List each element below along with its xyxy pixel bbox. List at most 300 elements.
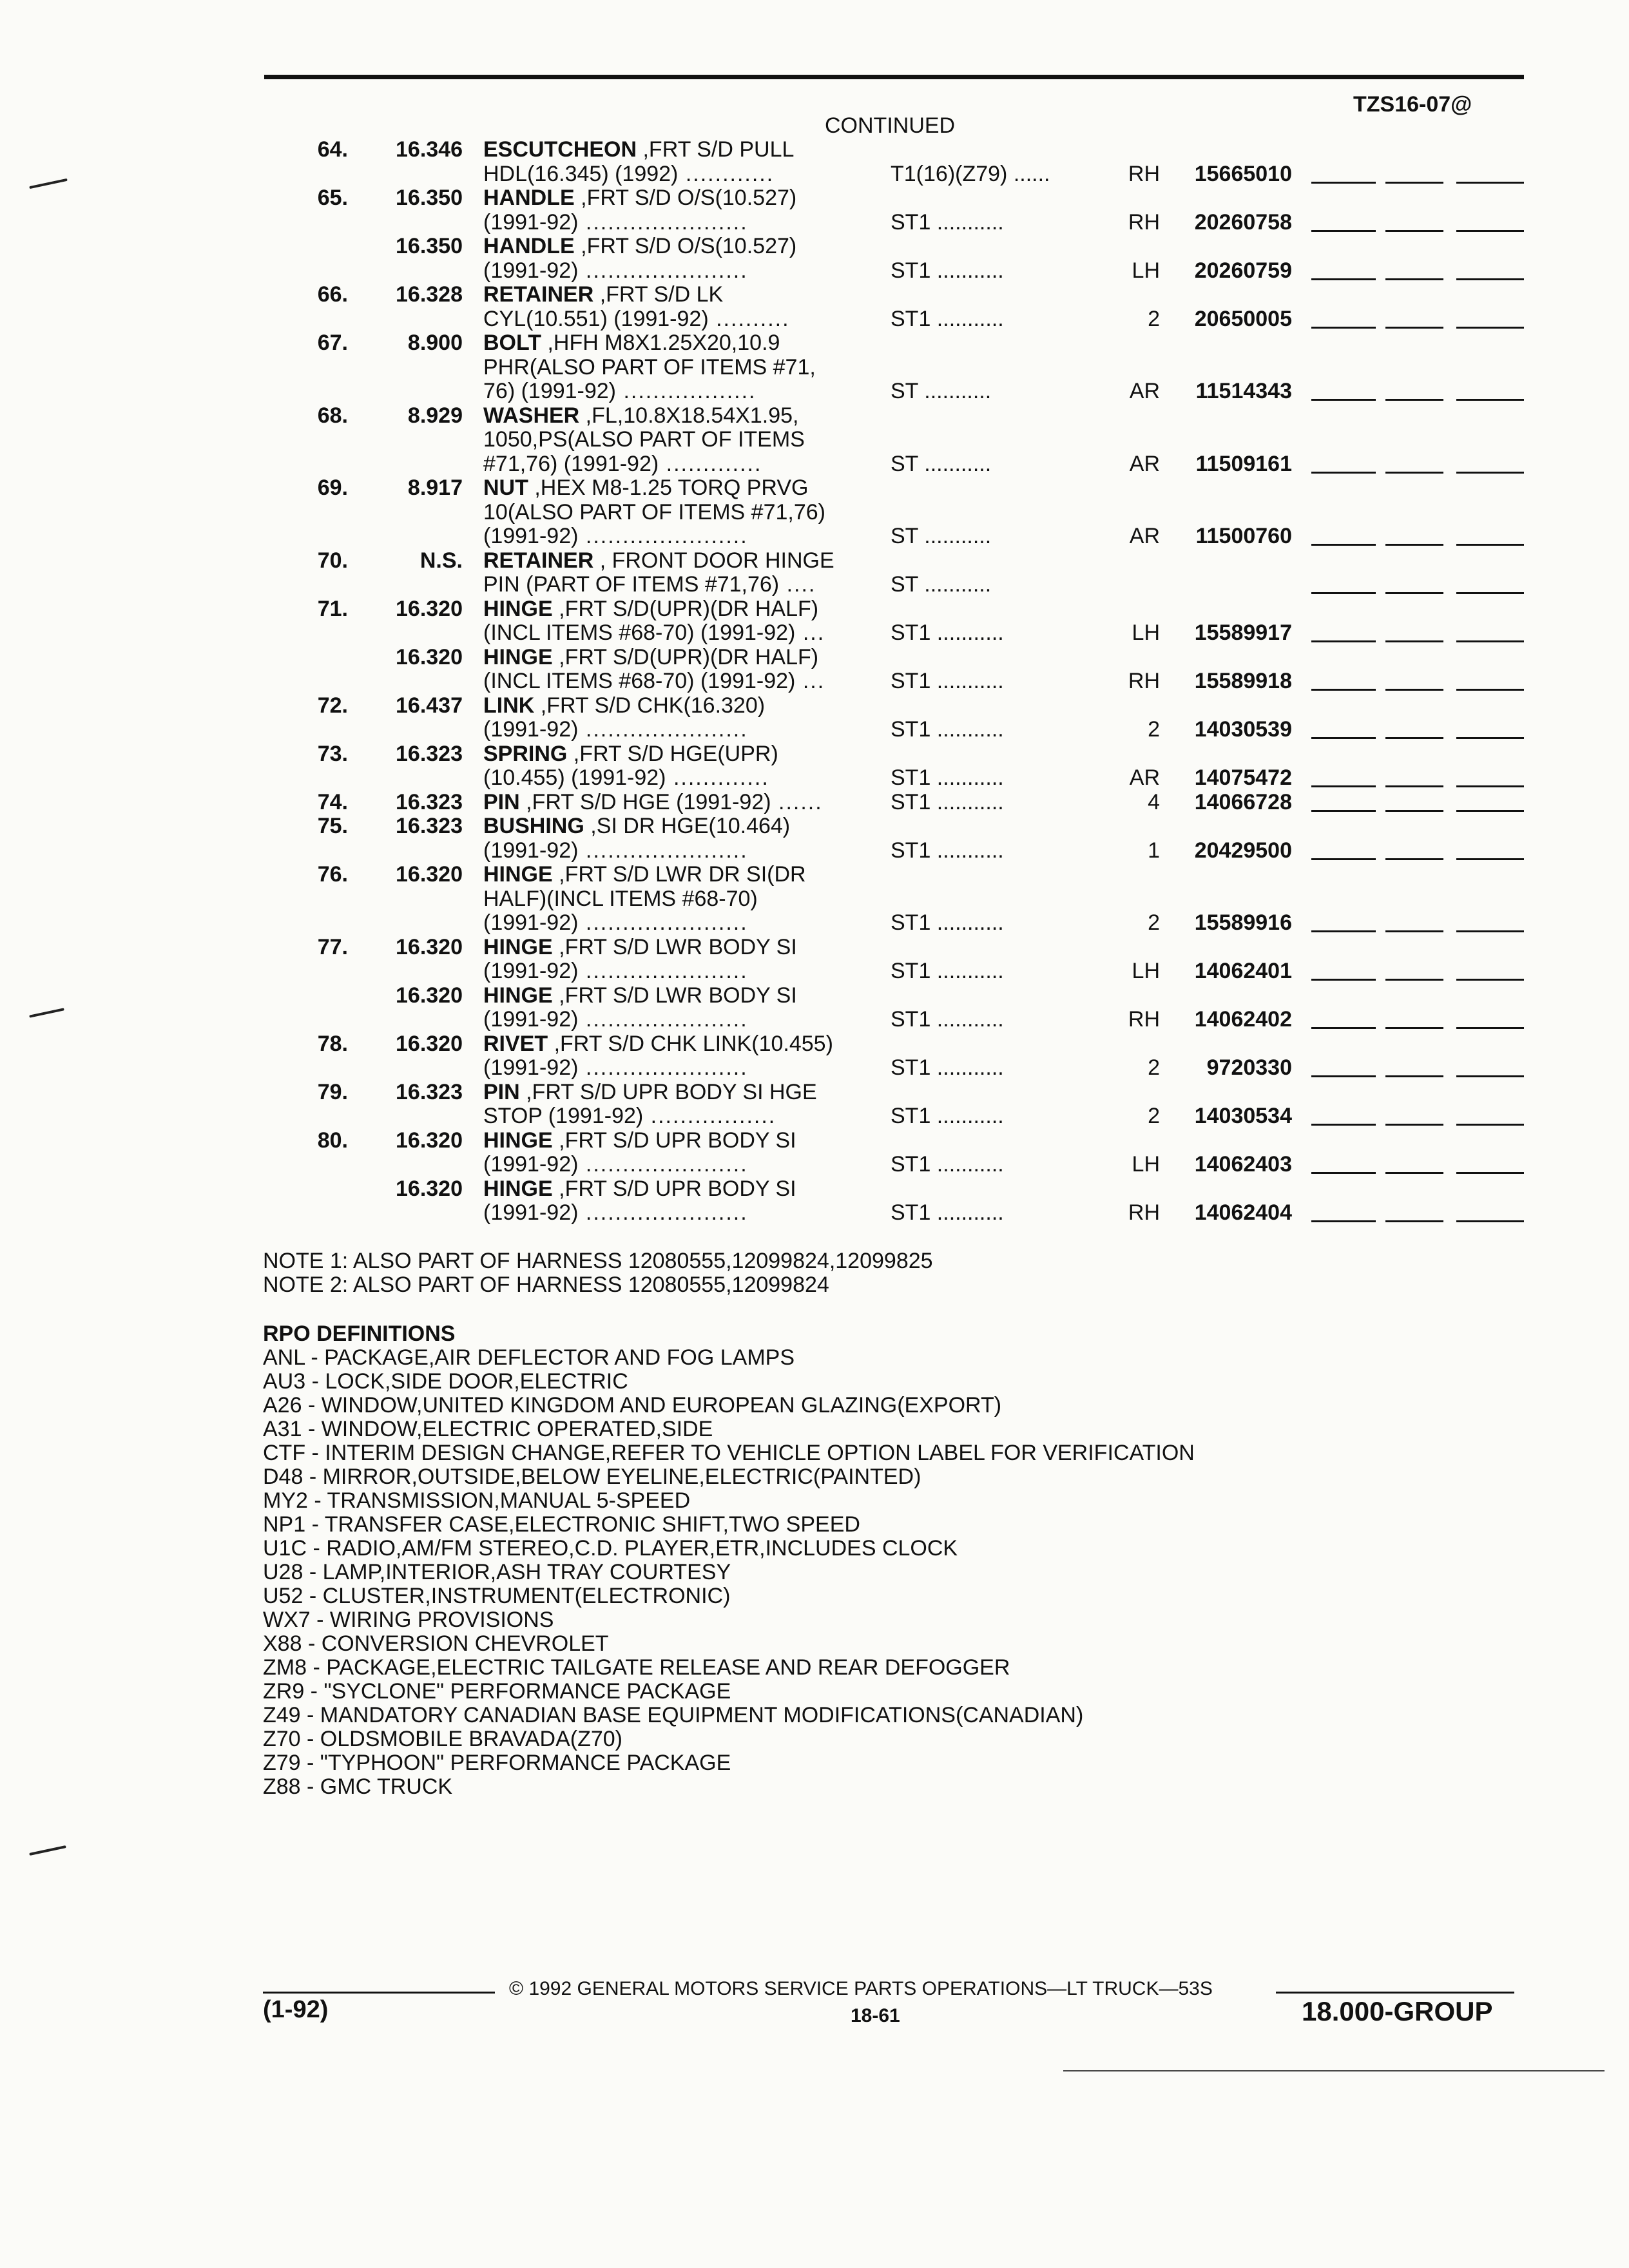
blank-line (1311, 930, 1376, 932)
part-number: 20260759 (1194, 258, 1292, 283)
blank-line (1311, 472, 1376, 474)
blank-line (1456, 640, 1524, 642)
notes-section (263, 1249, 933, 1297)
part-number: 15589916 (1194, 910, 1292, 935)
quantity: 2 (1148, 1104, 1160, 1128)
footer-group: 18.000-GROUP (1302, 1996, 1493, 2026)
part-name: WASHER (483, 403, 580, 428)
rpo-item: WX7 - WIRING PROVISIONS (263, 1608, 554, 1632)
fill-in-blanks (1311, 979, 1524, 981)
parts-row (0, 235, 1629, 259)
part-description (483, 766, 769, 790)
blank-line (1311, 544, 1376, 546)
footer-date: (1-92) (263, 1996, 329, 2023)
rpo-item: Z70 - OLDSMOBILE BRAVADA(Z70) (263, 1727, 622, 1751)
blank-line (1385, 930, 1443, 932)
parts-row (0, 1201, 1629, 1225)
dot-leader: ............ (678, 161, 775, 186)
rpo-item: ANL - PACKAGE,AIR DEFLECTOR AND FOG LAMPS (263, 1345, 795, 1370)
blank-line (1456, 930, 1524, 932)
part-description (483, 621, 825, 645)
fill-in-blanks (1311, 1220, 1524, 1222)
blank-line (1311, 689, 1376, 691)
blank-line (1385, 1027, 1443, 1029)
part-desc-text: ,FL,10.8X18.54X1.95, (579, 403, 799, 428)
fill-in-blanks (1311, 1124, 1524, 1126)
part-desc-text: ,FRT S/D CHK(16.320) (534, 693, 766, 718)
part-number: 14062402 (1194, 1007, 1292, 1032)
part-description (483, 162, 774, 186)
blank-line (1456, 858, 1524, 860)
blank-line (1385, 640, 1443, 642)
part-description (483, 428, 805, 452)
part-name: LINK (483, 693, 535, 718)
part-description (483, 669, 825, 693)
model-usage: ST1 ........... (891, 1007, 1004, 1032)
top-rule (264, 75, 1524, 79)
blank-line (1311, 640, 1376, 642)
part-desc-text: ,FRT S/D O/S(10.527) (574, 186, 797, 210)
parts-row (0, 549, 1629, 573)
part-name: SPRING (483, 741, 568, 766)
illustration-ref: 16.320 (396, 1031, 463, 1056)
part-desc-text: (INCL ITEMS #68-70) (1991-92) (483, 620, 796, 645)
parts-row (0, 428, 1629, 452)
dot-leader: ............. (666, 765, 769, 790)
part-number: 20429500 (1194, 838, 1292, 863)
quantity: RH (1128, 209, 1160, 235)
dot-leader: .................. (616, 379, 757, 403)
dot-leader: .......... (708, 306, 790, 331)
parts-row (0, 646, 1629, 670)
part-number: 11509161 (1195, 451, 1292, 476)
part-desc-text: 1050,PS(ALSO PART OF ITEMS (483, 427, 805, 452)
part-number: 14062401 (1194, 959, 1292, 983)
blank-line (1385, 472, 1443, 474)
blank-line (1385, 1220, 1443, 1222)
note-line: NOTE 2: ALSO PART OF HARNESS 12080555,12099824 (263, 1273, 829, 1297)
dot-leader: ...................... (578, 1055, 748, 1080)
part-number: 9720330 (1206, 1055, 1292, 1080)
fill-in-blanks (1311, 785, 1524, 787)
blank-line (1456, 592, 1524, 594)
blank-line (1385, 979, 1443, 981)
illustration-ref: 8.900 (407, 331, 463, 355)
quantity: LH (1132, 258, 1160, 283)
dot-leader: ...................... (578, 1007, 748, 1032)
part-desc-text: (1991-92) (483, 1007, 579, 1032)
parts-row (0, 138, 1629, 162)
part-description (483, 186, 796, 210)
item-number: 70. (317, 548, 348, 573)
part-desc-text: (1991-92) (483, 209, 579, 235)
dot-leader: ... (795, 669, 825, 693)
part-number: 14075472 (1194, 765, 1292, 790)
part-description (483, 138, 794, 162)
part-desc-text: ,FRT S/D(UPR)(DR HALF) (552, 644, 819, 669)
fill-in-blanks (1311, 858, 1524, 860)
fill-in-blanks (1311, 399, 1524, 401)
part-description (483, 452, 762, 476)
fill-in-blanks (1311, 230, 1524, 232)
part-desc-text: ,FRT S/D HGE(UPR) (567, 741, 778, 766)
parts-row (0, 162, 1629, 187)
blank-line (1456, 785, 1524, 787)
item-number: 77. (317, 934, 348, 959)
quantity: RH (1128, 1007, 1160, 1032)
part-description (483, 573, 816, 597)
model-usage: ST1 ........... (891, 1104, 1004, 1128)
illustration-ref: 16.320 (396, 934, 463, 959)
blank-line (1456, 1124, 1524, 1126)
parts-row (0, 766, 1629, 791)
dot-leader: ...... (771, 789, 823, 814)
part-desc-text: (1991-92) (483, 717, 579, 742)
rpo-definitions (263, 1322, 1195, 1799)
model-usage: ST1 ........... (891, 1055, 1004, 1080)
illustration-ref: 16.320 (396, 862, 463, 887)
fill-in-blanks (1311, 1075, 1524, 1077)
parts-row (0, 380, 1629, 404)
quantity: AR (1129, 524, 1160, 548)
rpo-list (263, 1346, 1195, 1799)
rpo-item: MY2 - TRANSMISSION,MANUAL 5-SPEED (263, 1488, 691, 1513)
illustration-ref: 16.320 (396, 644, 463, 669)
blank-line (1456, 810, 1524, 812)
part-description (483, 718, 748, 742)
blank-line (1456, 1220, 1524, 1222)
part-description (483, 959, 748, 983)
part-description (483, 863, 806, 887)
quantity: LH (1132, 620, 1160, 645)
part-name: HINGE (483, 983, 553, 1008)
part-name: HINGE (483, 1176, 553, 1201)
model-usage: ST ........... (891, 451, 992, 476)
part-number: 14030539 (1194, 717, 1292, 742)
blank-line (1456, 544, 1524, 546)
part-number: 14062403 (1194, 1152, 1292, 1177)
fill-in-blanks (1311, 930, 1524, 932)
quantity: RH (1128, 161, 1160, 186)
item-number: 72. (317, 693, 348, 718)
part-number: 14062404 (1194, 1200, 1292, 1225)
part-desc-text: (1991-92) (483, 258, 579, 283)
blank-line (1456, 979, 1524, 981)
part-desc-text: 10(ALSO PART OF ITEMS #71,76) (483, 499, 825, 524)
model-usage: ST1 ........... (891, 306, 1004, 331)
part-number: 20650005 (1194, 306, 1292, 331)
parts-row (0, 863, 1629, 887)
part-name: PIN (483, 1079, 520, 1104)
part-desc-text: (1991-92) (483, 838, 579, 863)
rpo-item: NP1 - TRANSFER CASE,ELECTRONIC SHIFT,TWO SPEED (263, 1512, 860, 1537)
fill-in-blanks (1311, 689, 1524, 691)
part-description (483, 524, 748, 548)
part-name: BOLT (483, 331, 542, 355)
illustration-ref: 16.323 (396, 789, 463, 814)
part-desc-text: 76) (1991-92) (483, 379, 617, 403)
blank-line (1311, 1124, 1376, 1126)
part-description (483, 646, 818, 669)
parts-list (0, 138, 1629, 1225)
rpo-item: Z88 - GMC TRUCK (263, 1774, 453, 1799)
quantity: 1 (1148, 838, 1160, 863)
model-usage: ST1 ........... (891, 1200, 1004, 1225)
blank-line (1385, 810, 1443, 812)
dot-leader: ...................... (578, 959, 748, 983)
illustration-ref: 16.320 (396, 596, 463, 621)
blank-line (1385, 182, 1443, 184)
part-description (483, 283, 723, 307)
part-description (483, 839, 748, 863)
illustration-ref: 8.929 (407, 403, 463, 428)
blank-line (1456, 1075, 1524, 1077)
rpo-item: U52 - CLUSTER,INSTRUMENT(ELECTRONIC) (263, 1584, 731, 1608)
note-line: NOTE 1: ALSO PART OF HARNESS 12080555,12099824,12099825 (263, 1249, 933, 1273)
quantity: LH (1132, 1152, 1160, 1177)
blank-line (1456, 230, 1524, 232)
blank-line (1385, 544, 1443, 546)
illustration-ref: 16.350 (396, 186, 463, 210)
item-number: 69. (317, 476, 348, 500)
model-usage: ST1 ........... (891, 209, 1004, 235)
part-description (483, 1129, 796, 1153)
blank-line (1456, 278, 1524, 280)
blank-line (1456, 182, 1524, 184)
rpo-item: D48 - MIRROR,OUTSIDE,BELOW EYELINE,ELECTRIC(PAINTED) (263, 1465, 921, 1489)
blank-line (1385, 327, 1443, 329)
part-desc-text: ,FRT S/D CHK LINK(10.455) (548, 1031, 833, 1056)
item-number: 76. (317, 862, 348, 887)
parts-row (0, 694, 1629, 718)
blank-line (1385, 230, 1443, 232)
part-name: HINGE (483, 1128, 553, 1153)
dot-leader: .... (779, 572, 816, 597)
parts-row (0, 814, 1629, 839)
part-description (483, 984, 797, 1008)
dot-leader: ...................... (578, 717, 748, 742)
rpo-item: Z49 - MANDATORY CANADIAN BASE EQUIPMENT MODIFICATIONS(CANADIAN) (263, 1703, 1084, 1727)
rpo-item: A26 - WINDOW,UNITED KINGDOM AND EUROPEAN GLAZING(EXPORT) (263, 1393, 1002, 1418)
part-desc-text: ,FRT S/D LWR DR SI(DR (552, 862, 806, 887)
blank-line (1456, 1172, 1524, 1174)
part-desc-text: (1991-92) (483, 1152, 579, 1177)
blank-line (1311, 1220, 1376, 1222)
part-desc-text: ,HEX M8-1.25 TORQ PRVG (528, 476, 809, 500)
blank-line (1385, 1124, 1443, 1126)
rpo-item: ZR9 - "SYCLONE" PERFORMANCE PACKAGE (263, 1679, 731, 1704)
parts-row (0, 621, 1629, 646)
illustration-ref: 16.350 (396, 234, 463, 258)
blank-line (1385, 689, 1443, 691)
part-description (483, 1081, 817, 1104)
parts-row (0, 283, 1629, 307)
blank-line (1311, 1027, 1376, 1029)
illustration-ref: 16.320 (396, 1128, 463, 1153)
catalog-code: TZS16-07@ (1353, 92, 1472, 117)
blank-line (1311, 737, 1376, 739)
part-desc-text: ,FRT S/D UPR BODY SI HGE (519, 1079, 817, 1104)
blank-line (1311, 399, 1376, 401)
part-name: HINGE (483, 934, 553, 959)
part-description (483, 211, 748, 235)
parts-row (0, 259, 1629, 284)
parts-row (0, 669, 1629, 694)
part-description (483, 259, 748, 283)
blank-line (1456, 737, 1524, 739)
model-usage: ST1 ........... (891, 910, 1004, 935)
model-usage: ST1 ........... (891, 789, 1004, 814)
parts-row (0, 718, 1629, 742)
part-desc-text: (1991-92) (483, 1200, 579, 1225)
part-description (483, 936, 797, 959)
dot-leader: ................. (643, 1104, 776, 1128)
model-usage: ST ........... (891, 572, 992, 597)
fill-in-blanks (1311, 327, 1524, 329)
quantity: 2 (1148, 717, 1160, 742)
parts-row (0, 573, 1629, 597)
part-number: 14030534 (1194, 1104, 1292, 1128)
part-description (483, 911, 748, 935)
part-name: ESCUTCHEON (483, 137, 637, 162)
part-desc-text: HALF)(INCL ITEMS #68-70) (483, 886, 758, 911)
model-usage: ST1 ........... (891, 838, 1004, 863)
quantity: LH (1132, 959, 1160, 983)
part-description (483, 814, 790, 838)
part-desc-text: ,FRT S/D UPR BODY SI (552, 1128, 796, 1153)
part-number: 15589918 (1194, 669, 1292, 693)
illustration-ref: 16.437 (396, 693, 463, 718)
blank-line (1385, 1172, 1443, 1174)
part-name: HINGE (483, 862, 553, 887)
dot-leader: ...................... (578, 1152, 748, 1177)
parts-row (0, 959, 1629, 984)
illustration-ref: 16.320 (396, 983, 463, 1008)
part-description (483, 501, 825, 524)
part-number: 11514343 (1195, 379, 1292, 403)
blank-line (1456, 472, 1524, 474)
item-number: 80. (317, 1128, 348, 1153)
blank-line (1385, 399, 1443, 401)
part-number: 14066728 (1194, 789, 1292, 814)
part-desc-text: PHR(ALSO PART OF ITEMS #71, (483, 354, 816, 380)
parts-row (0, 791, 1629, 815)
item-number: 78. (317, 1031, 348, 1056)
part-number: 11500760 (1195, 524, 1292, 548)
part-desc-text: (1991-92) (483, 959, 579, 983)
blank-line (1385, 858, 1443, 860)
part-description (483, 380, 757, 403)
part-desc-text: ,FRT S/D LK (593, 282, 724, 307)
illustration-ref: 16.328 (396, 282, 463, 307)
parts-row (0, 1153, 1629, 1177)
rpo-item: A31 - WINDOW,ELECTRIC OPERATED,SIDE (263, 1417, 713, 1441)
parts-row (0, 1081, 1629, 1105)
blank-line (1456, 689, 1524, 691)
binder-hole-mark (29, 1845, 66, 1856)
parts-row (0, 1177, 1629, 1202)
item-number: 73. (317, 741, 348, 766)
item-number: 79. (317, 1079, 348, 1104)
blank-line (1311, 858, 1376, 860)
model-usage: ST1 ........... (891, 959, 1004, 983)
blank-line (1311, 979, 1376, 981)
model-usage: ST1 ........... (891, 258, 1004, 283)
footer-copyright: © 1992 GENERAL MOTORS SERVICE PARTS OPERATIONS—LT TRUCK—53S (509, 1978, 1213, 1999)
part-name: RETAINER (483, 548, 594, 573)
rpo-item: CTF - INTERIM DESIGN CHANGE,REFER TO VEHICLE OPTION LABEL FOR VERIFICATION (263, 1441, 1195, 1465)
fill-in-blanks (1311, 592, 1524, 594)
model-usage: ST1 ........... (891, 669, 1004, 693)
parts-row (0, 839, 1629, 863)
part-number: 20260758 (1194, 209, 1292, 235)
part-number: 15665010 (1194, 161, 1292, 186)
parts-row (0, 1056, 1629, 1081)
part-description (483, 1008, 748, 1032)
fill-in-blanks (1311, 182, 1524, 184)
item-number: 71. (317, 596, 348, 621)
part-desc-text: ,FRT S/D HGE (1991-92) (519, 789, 771, 814)
rpo-item: ZM8 - PACKAGE,ELECTRIC TAILGATE RELEASE AND REAR DEFOGGER (263, 1655, 1010, 1680)
dot-leader: ...................... (578, 1200, 748, 1225)
parts-row (0, 307, 1629, 332)
part-number: 15589917 (1194, 620, 1292, 645)
part-description (483, 307, 790, 331)
item-number: 66. (317, 282, 348, 307)
part-desc-text: (INCL ITEMS #68-70) (1991-92) (483, 669, 796, 693)
part-description (483, 1056, 748, 1080)
rpo-item: U28 - LAMP,INTERIOR,ASH TRAY COURTESY (263, 1560, 731, 1584)
blank-line (1385, 592, 1443, 594)
footer-rule-right (1276, 1992, 1514, 1994)
dot-leader: ...................... (578, 910, 748, 935)
blank-line (1311, 785, 1376, 787)
dot-leader: ...................... (578, 258, 748, 283)
parts-row (0, 597, 1629, 622)
item-number: 68. (317, 403, 348, 428)
blank-line (1311, 182, 1376, 184)
blank-line (1311, 810, 1376, 812)
rpo-item: U1C - RADIO,AM/FM STEREO,C.D. PLAYER,ETR,INCLUDES CLOCK (263, 1536, 958, 1561)
part-name: HINGE (483, 644, 553, 669)
blank-line (1456, 327, 1524, 329)
part-description (483, 1104, 776, 1128)
blank-line (1385, 1075, 1443, 1077)
parts-row (0, 887, 1629, 912)
illustration-ref: 16.320 (396, 1176, 463, 1201)
fill-in-blanks (1311, 1172, 1524, 1174)
part-desc-text: ,FRT S/D PULL (637, 137, 795, 162)
blank-line (1311, 592, 1376, 594)
illustration-ref: 16.323 (396, 741, 463, 766)
parts-row (0, 404, 1629, 428)
dot-leader: ...................... (578, 524, 748, 548)
part-description (483, 887, 758, 911)
parts-row (0, 452, 1629, 477)
page-number: 18-61 (851, 2005, 900, 2026)
quantity: 4 (1148, 789, 1160, 814)
parts-row (0, 936, 1629, 960)
part-description (483, 235, 796, 258)
fill-in-blanks (1311, 278, 1524, 280)
part-name: RETAINER (483, 282, 594, 307)
part-desc-text: ,FRT S/D LWR BODY SI (552, 934, 797, 959)
item-number: 64. (317, 137, 348, 162)
part-name: NUT (483, 476, 528, 500)
model-usage: ST1 ........... (891, 717, 1004, 742)
dot-leader: ............. (659, 451, 762, 476)
part-desc-text: ,FRT S/D O/S(10.527) (574, 234, 797, 258)
